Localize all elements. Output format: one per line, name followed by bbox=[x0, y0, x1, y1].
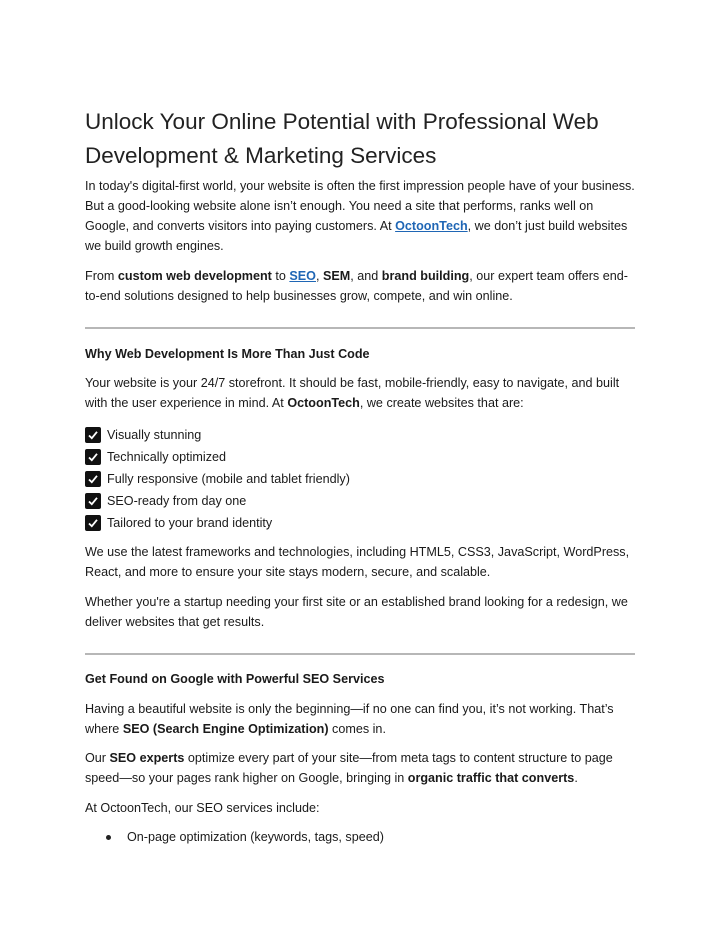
intro-text: to bbox=[271, 269, 290, 283]
intro-paragraph-2 bbox=[85, 266, 637, 306]
checklist-item bbox=[85, 424, 350, 446]
page-title: Unlock Your Online Potential with Professional Web Development & Marketing Services bbox=[85, 109, 599, 168]
body-text: Having a beautiful website is only the beginning—if no one can find you, it’s not working. That’s where bbox=[85, 702, 614, 736]
checklist-label: SEO-ready from day one bbox=[107, 494, 247, 508]
checklist-label: Technically optimized bbox=[107, 450, 226, 464]
bold-text: brand building bbox=[381, 269, 470, 283]
section2-paragraph-3: At OctoonTech, our SEO services include: bbox=[85, 801, 320, 815]
intro-text: , our expert team offers end-to-end solutions designed to help businesses grow, compete, and win online. bbox=[85, 269, 628, 303]
bold-text: custom web development bbox=[117, 269, 272, 283]
intro-text: , we don’t just build websites we build growth engines. bbox=[85, 219, 628, 253]
seo-link[interactable]: SEO bbox=[289, 269, 316, 283]
intro-text: , bbox=[315, 269, 323, 283]
bold-text: SEO experts bbox=[109, 751, 185, 765]
list-item-label: On-page optimization (keywords, tags, speed) bbox=[127, 830, 384, 844]
body-text: . bbox=[574, 771, 578, 785]
checklist-item bbox=[85, 468, 350, 490]
check-mark-icon bbox=[85, 471, 101, 487]
checklist-item bbox=[85, 490, 350, 512]
list-item bbox=[85, 827, 384, 847]
section1-heading: Why Web Development Is More Than Just Code bbox=[85, 347, 370, 361]
bold-text: SEO (Search Engine Optimization) bbox=[122, 722, 329, 736]
section1-paragraph-1 bbox=[85, 373, 637, 413]
body-text: , we create websites that are: bbox=[359, 396, 524, 410]
intro-text: In today's digital-first world, your website is often the first impression people have of your business. But a good-looking website alone isn’t enough. You need a site that performs, ranks well on Google, and converts visitors into paying customers. At bbox=[85, 179, 635, 233]
seo-services-list bbox=[85, 827, 384, 847]
checklist-label: Fully responsive (mobile and tablet friendly) bbox=[107, 472, 350, 486]
intro-paragraph-1 bbox=[85, 176, 637, 256]
checklist-label: Visually stunning bbox=[107, 428, 202, 442]
checklist-item bbox=[85, 512, 350, 534]
body-text: Your website is your 24/7 storefront. It should be fast, mobile-friendly, easy to navigate, and built with the user experience in mind. At bbox=[85, 376, 620, 410]
section1-paragraph-3: Whether you're a startup needing your first site or an established brand looking for a redesign, we deliver websites that get results. bbox=[85, 595, 628, 629]
feature-checklist bbox=[85, 424, 350, 534]
check-mark-icon bbox=[85, 449, 101, 465]
section1-paragraph-2: We use the latest frameworks and technologies, including HTML5, CSS3, JavaScript, WordPress, React, and more to ensure your site stays modern, secure, and scalable. bbox=[85, 545, 630, 579]
check-mark-icon bbox=[85, 493, 101, 509]
section-divider bbox=[85, 653, 635, 655]
body-text: Our bbox=[85, 751, 110, 765]
octoontech-link[interactable]: OctoonTech bbox=[395, 219, 468, 233]
intro-text: From bbox=[85, 269, 118, 283]
bold-text: SEM bbox=[322, 269, 351, 283]
checklist-label: Tailored to your brand identity bbox=[107, 516, 273, 530]
bold-text: organic traffic that converts bbox=[407, 771, 575, 785]
check-mark-icon bbox=[85, 427, 101, 443]
checklist-item bbox=[85, 446, 350, 468]
section2-paragraph-2 bbox=[85, 748, 637, 788]
body-text: comes in. bbox=[328, 722, 386, 736]
intro-text: , and bbox=[350, 269, 382, 283]
bullet-dot-icon bbox=[106, 835, 111, 840]
bold-text: OctoonTech bbox=[287, 396, 360, 410]
body-text: optimize every part of your site—from meta tags to content structure to page speed—so your pages rank higher on Google, bringing in bbox=[85, 751, 613, 785]
check-mark-icon bbox=[85, 515, 101, 531]
section2-paragraph-1 bbox=[85, 699, 637, 739]
section-divider bbox=[85, 327, 635, 329]
section2-heading: Get Found on Google with Powerful SEO Services bbox=[85, 672, 385, 686]
